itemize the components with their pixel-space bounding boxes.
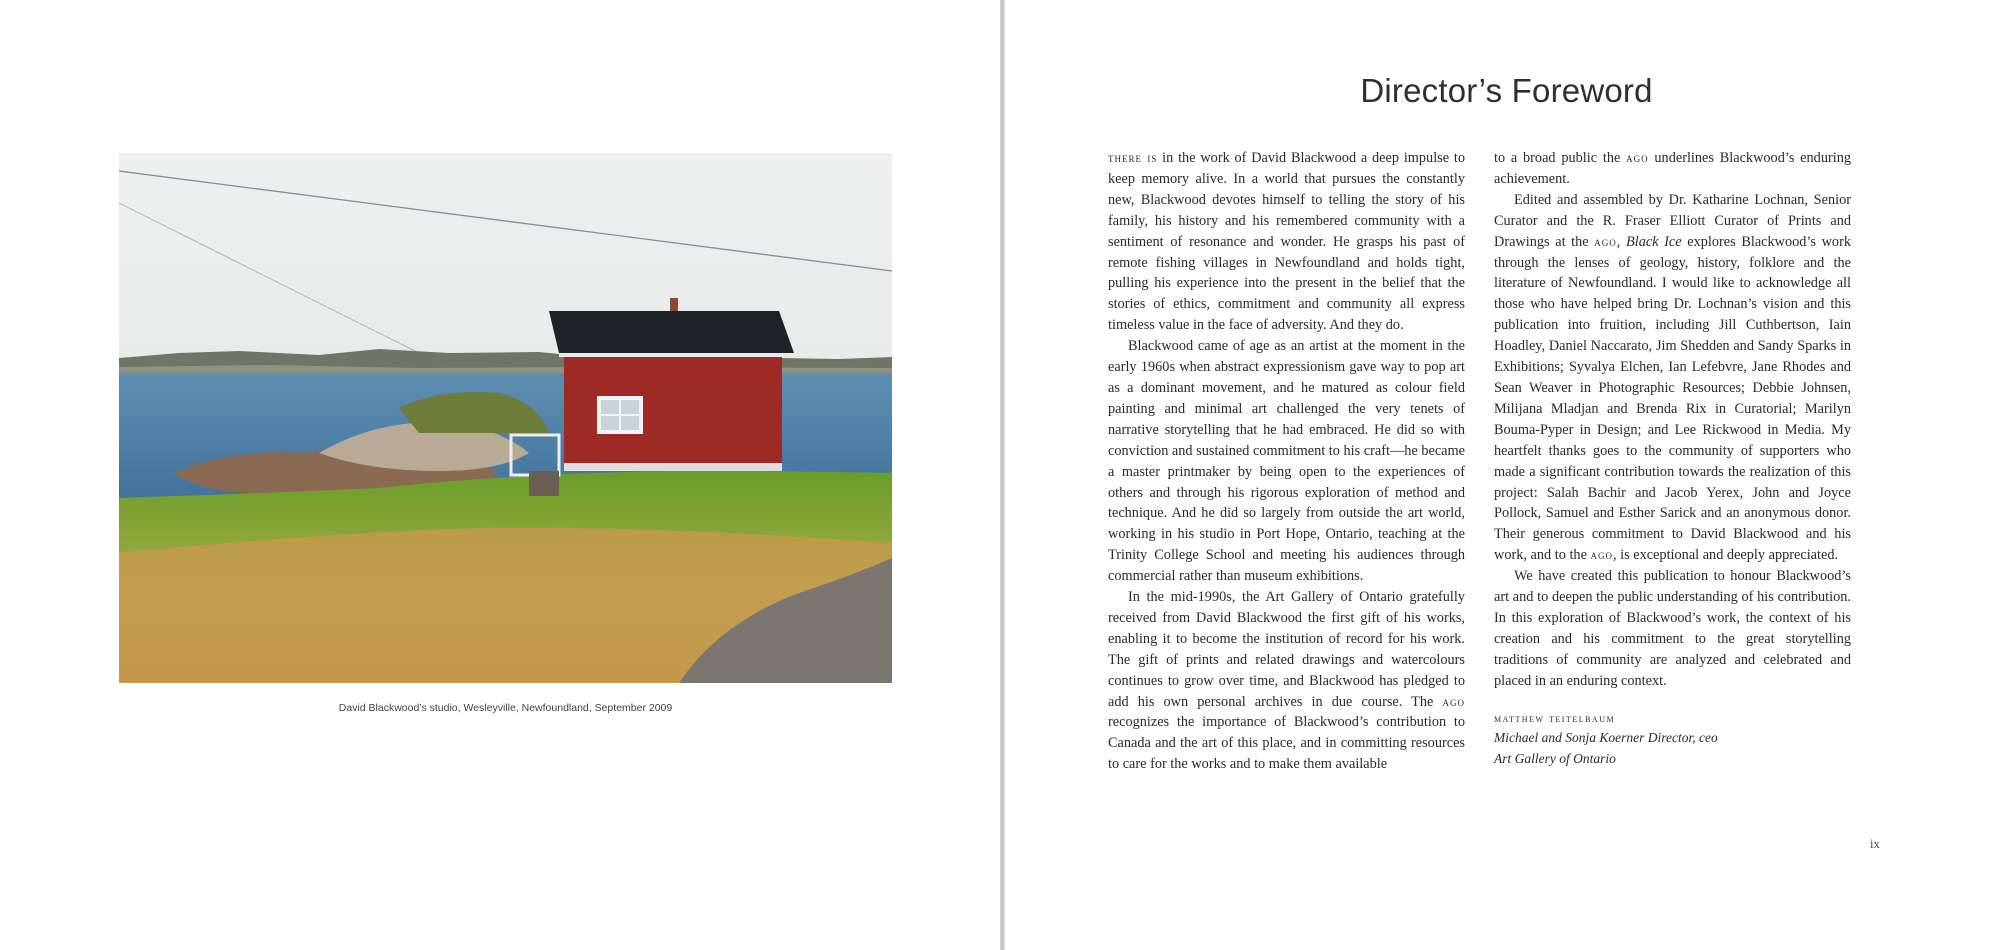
ago-acronym: ago	[1594, 234, 1617, 249]
signature-block	[1494, 708, 1851, 771]
right-page	[1005, 0, 2000, 950]
paragraph-text: to a broad public the	[1494, 150, 1627, 166]
paragraph: Blackwood came of age as an artist at the moment in the early 1960s when abstract expressionism gave way to pop art as a dominant movement, and he matured as colour field painting and minimal art challenged the very tenets of narrative storytelling that he had embraced. He did so with conviction and sustained commitment to his craft—he became a master printmaker by being open to the experiences of others and through his rigorous exploration of method and technique. And he did so largely from outside the art world, working in his studio in Port Hope, Ontario, teaching at the Trinity College School and meeting his audiences through commercial rather than museum exhibitions.	[1108, 338, 1465, 585]
paragraph-text: , is exceptional and deeply appreciated.	[1612, 547, 1839, 564]
ago-acronym: ago	[1626, 151, 1649, 165]
text-column-right	[1494, 148, 1851, 770]
paragraph-text: Edited and assembled by Dr. Katharine Lochnan, Senior Curator and the R. Fraser Elliott Curator of Prints and Drawings at the	[1494, 191, 1851, 250]
book-title: Black Ice	[1625, 233, 1682, 250]
paragraph-text: In the mid-1990s, the Art Gallery of Ontario gratefully received from David Blackwood the first gift of his works, enabling it to become the institution of record for his work. The gift of prints and related drawings and watercolours continues to grow over time, and Blackwood has pledged to add his own personal archives in due course. The	[1108, 589, 1465, 710]
ago-acronym: ago	[1442, 694, 1465, 709]
signature-name: matthew teitelbaum	[1494, 710, 1616, 725]
lead-in-small-caps: there is	[1108, 151, 1158, 165]
photo-caption: David Blackwood’s studio, Wesleyville, Newfoundland, September 2009	[338, 702, 673, 714]
page-title: Director’s Foreword	[1360, 72, 1653, 109]
paragraph	[1108, 148, 1465, 336]
signature-role: Michael and Sonja Koerner Director, ceo	[1494, 730, 1718, 746]
paragraph-text: ,	[1616, 233, 1626, 250]
page-number: ix	[1870, 837, 1880, 851]
paragraph-text: recognizes the importance of Blackwood’s contribution to Canada and the art of this place, and in committing resources to care for the works and to make them available	[1108, 714, 1465, 773]
signature-org: Art Gallery of Ontario	[1494, 751, 1616, 767]
paragraph	[1494, 190, 1851, 566]
paragraph: We have created this publication to honour Blackwood’s art and to deepen the public understanding of his contribution. In this exploration of Blackwood’s work, the context of his creation and his commitment to the great storytelling traditions of community are analyzed and celebrated and placed in an enduring context.	[1494, 568, 1851, 689]
studio-photograph	[119, 153, 892, 683]
paragraph-text: underlines Blackwood’s enduring achievement.	[1494, 150, 1851, 187]
ago-acronym: ago	[1590, 548, 1613, 563]
photo-art	[119, 153, 892, 683]
paragraph-text: explores Blackwood’s work through the lenses of geology, history, folklore and the literature of Newfoundland. I would like to acknowledge all those who have helped bring Dr. Lochnan’s vision and this publication into fruition, including Jill Cuthbertson, Iain Hoadley, Daniel Naccarato, Jim Shedden and Sandy Sparks in Exhibitions; Syvalya Elchen, Ian Lefebvre, Jane Rhodes and Sean Weaver in Photographic Resources; Debbie Johnsen, Milijana Mladjan and Brenda Rix in Curatorial; Marilyn Bouma-Pyper in Design; and Lee Rickwood in Media. My heartfelt thanks goes to the community of supporters who made a significant contribution towards the realization of this project: Salah Bachir and Jacob Yerex, John and Joyce Pollock, Samuel and Esther Sarick and an anonymous donor. Their generous commitment to David Blackwood and his work, and to the	[1494, 233, 1851, 564]
paragraph	[1494, 148, 1851, 190]
paragraph-text: in the work of David Blackwood a deep impulse to keep memory alive. In a world that pursues the constantly new, Blackwood devotes himself to telling the story of his family, his history and his remembered community with a sentiment of resonance and wonder. He grasps his past of remote fishing villages in Newfoundland and holds tight, pulling his experience into the present in the belief that the stories of ethics, commitment and community all express timeless value in the face of adversity. And they do.	[1108, 150, 1466, 334]
text-column-left	[1108, 148, 1465, 775]
paragraph	[1108, 587, 1465, 775]
